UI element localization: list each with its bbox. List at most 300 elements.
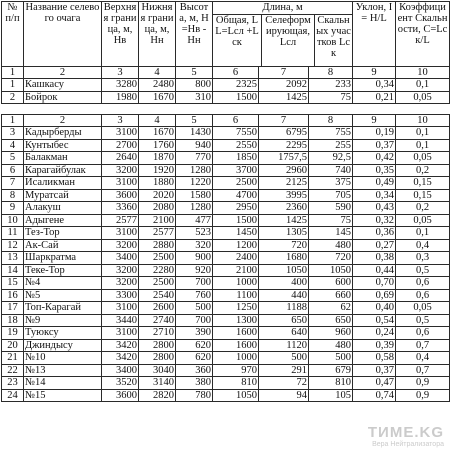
cell-name: Кашкасу bbox=[24, 79, 102, 92]
cell-up: 3300 bbox=[102, 289, 139, 302]
cell-c: 0,1 bbox=[396, 127, 450, 140]
empty-cell bbox=[309, 104, 353, 115]
cell-Lsk: 105 bbox=[309, 389, 353, 402]
empty-cell bbox=[176, 104, 213, 115]
cell-up: 3280 bbox=[102, 79, 139, 92]
cell-Lsk: 755 bbox=[309, 127, 353, 140]
cell-Lsk: 590 bbox=[309, 202, 353, 215]
cell-name: Тез-Тор bbox=[24, 227, 102, 240]
empty-cell bbox=[259, 104, 309, 115]
cell-L: 1000 bbox=[213, 352, 259, 365]
cell-L: 2500 bbox=[213, 177, 259, 190]
cell-Lsl: 440 bbox=[259, 289, 309, 302]
cell-up: 3200 bbox=[102, 277, 139, 290]
cell-Lsl: 720 bbox=[259, 239, 309, 252]
cell-i: 0,47 bbox=[353, 377, 396, 390]
cell-Lsl: 1050 bbox=[259, 264, 309, 277]
cell-L: 1100 bbox=[213, 289, 259, 302]
cell-name: Кадырберды bbox=[24, 127, 102, 140]
cell-Lsl: 640 bbox=[259, 327, 309, 340]
cell-up: 3420 bbox=[102, 352, 139, 365]
cell-h: 620 bbox=[176, 339, 213, 352]
cell-i: 0,54 bbox=[353, 314, 396, 327]
cell-name: Топ-Карагай bbox=[24, 302, 102, 315]
empty-cell bbox=[102, 104, 139, 115]
empty-cell bbox=[139, 104, 176, 115]
cell-Lsk: 960 bbox=[309, 327, 353, 340]
cell-low: 2480 bbox=[139, 79, 176, 92]
cell-Lsl: 2125 bbox=[259, 177, 309, 190]
cell-up: 3360 bbox=[102, 202, 139, 215]
table-row bbox=[2, 91, 450, 104]
cell-Lsk: 75 bbox=[309, 214, 353, 227]
table-row bbox=[2, 339, 450, 352]
empty-cell bbox=[213, 104, 259, 115]
cell-Lsk: 679 bbox=[309, 364, 353, 377]
cell-i: 0,39 bbox=[353, 339, 396, 352]
cell-c: 0,6 bbox=[396, 277, 450, 290]
cell-Lsk: 810 bbox=[309, 377, 353, 390]
cell-i: 0,36 bbox=[353, 227, 396, 240]
cell-h: 500 bbox=[176, 302, 213, 315]
cell-Lsl: 2960 bbox=[259, 164, 309, 177]
cell-Lsl: 2295 bbox=[259, 139, 309, 152]
cell-i: 0,42 bbox=[353, 152, 396, 165]
cell-low: 2020 bbox=[139, 189, 176, 202]
cell-Lsl: 400 bbox=[259, 277, 309, 290]
cell-i: 0,21 bbox=[353, 91, 396, 104]
cell-n: 12 bbox=[2, 239, 24, 252]
cell-h: 700 bbox=[176, 314, 213, 327]
cell-Lsk: 480 bbox=[309, 239, 353, 252]
cell-n: 11 bbox=[2, 227, 24, 240]
table-body bbox=[2, 79, 450, 402]
cell-i: 0,69 bbox=[353, 289, 396, 302]
cell-L: 4700 bbox=[213, 189, 259, 202]
header-height: Высота, м, Н=Нв - Нн bbox=[176, 2, 213, 67]
cell-L: 2400 bbox=[213, 252, 259, 265]
table-row bbox=[2, 364, 450, 377]
cell-c: 0,1 bbox=[396, 139, 450, 152]
table-row bbox=[2, 79, 450, 92]
cell-low: 2600 bbox=[139, 302, 176, 315]
cell-c: 0,1 bbox=[396, 227, 450, 240]
header-upper: Верхняя граница, м, Нв bbox=[102, 2, 139, 67]
cell-Lsl: 1680 bbox=[259, 252, 309, 265]
cell-low: 1880 bbox=[139, 177, 176, 190]
cell-L: 1300 bbox=[213, 314, 259, 327]
table-row bbox=[2, 377, 450, 390]
col-number: 5 bbox=[176, 115, 213, 127]
cell-Lsk: 233 bbox=[309, 79, 353, 92]
cell-name: Адыгене bbox=[24, 214, 102, 227]
col-number: 8 bbox=[309, 115, 353, 127]
cell-up: 3100 bbox=[102, 227, 139, 240]
header-mud: Селеформирующая, Lсл bbox=[262, 15, 315, 66]
cell-Lsl: 1305 bbox=[259, 227, 309, 240]
empty-cell bbox=[353, 104, 396, 115]
cell-c: 0,05 bbox=[396, 302, 450, 315]
cell-Lsk: 740 bbox=[309, 164, 353, 177]
cell-c: 0,7 bbox=[396, 364, 450, 377]
cell-n: 2 bbox=[2, 91, 24, 104]
cell-h: 940 bbox=[176, 139, 213, 152]
col-number: 3 bbox=[102, 115, 139, 127]
cell-Lsl: 2360 bbox=[259, 202, 309, 215]
empty-cell bbox=[2, 104, 24, 115]
cell-L: 1050 bbox=[213, 389, 259, 402]
cell-c: 0,6 bbox=[396, 289, 450, 302]
cell-name: №14 bbox=[24, 377, 102, 390]
cell-h: 1220 bbox=[176, 177, 213, 190]
cell-i: 0,43 bbox=[353, 202, 396, 215]
cell-c: 0,05 bbox=[396, 214, 450, 227]
cell-Lsk: 600 bbox=[309, 277, 353, 290]
table-row bbox=[2, 314, 450, 327]
cell-name: Джиндысу bbox=[24, 339, 102, 352]
cell-n: 19 bbox=[2, 327, 24, 340]
col-number: 2 bbox=[24, 67, 102, 79]
cell-up: 3420 bbox=[102, 339, 139, 352]
cell-Lsl: 650 bbox=[259, 314, 309, 327]
cell-low: 2100 bbox=[139, 214, 176, 227]
cell-up: 3600 bbox=[102, 389, 139, 402]
cell-Lsl: 72 bbox=[259, 377, 309, 390]
cell-c: 0,9 bbox=[396, 389, 450, 402]
cell-n: 18 bbox=[2, 314, 24, 327]
cell-low: 2080 bbox=[139, 202, 176, 215]
cell-name: №15 bbox=[24, 389, 102, 402]
cell-Lsk: 75 bbox=[309, 91, 353, 104]
cell-up: 3520 bbox=[102, 377, 139, 390]
header-length-group bbox=[213, 2, 353, 67]
cell-n: 6 bbox=[2, 164, 24, 177]
cell-i: 0,49 bbox=[353, 177, 396, 190]
cell-n: 13 bbox=[2, 252, 24, 265]
cell-name: Кунтыбес bbox=[24, 139, 102, 152]
cell-c: 0,5 bbox=[396, 264, 450, 277]
cell-up: 2577 bbox=[102, 214, 139, 227]
cell-h: 1280 bbox=[176, 202, 213, 215]
cell-low: 2740 bbox=[139, 314, 176, 327]
col-number: 8 bbox=[309, 67, 353, 79]
cell-c: 0,2 bbox=[396, 164, 450, 177]
cell-c: 0,2 bbox=[396, 202, 450, 215]
cell-up: 3100 bbox=[102, 302, 139, 315]
cell-L: 2325 bbox=[213, 79, 259, 92]
cell-up: 3200 bbox=[102, 164, 139, 177]
col-number: 7 bbox=[259, 67, 309, 79]
cell-h: 1580 bbox=[176, 189, 213, 202]
table-row bbox=[2, 252, 450, 265]
header-length-label: Длина, м bbox=[213, 2, 352, 15]
cell-Lsl: 1120 bbox=[259, 339, 309, 352]
cell-i: 0,37 bbox=[353, 364, 396, 377]
col-number: 2 bbox=[24, 115, 102, 127]
cell-c: 0,6 bbox=[396, 327, 450, 340]
watermark-tagline: Вера Нейтрализатора bbox=[372, 441, 444, 448]
cell-up: 3100 bbox=[102, 177, 139, 190]
cell-L: 2100 bbox=[213, 264, 259, 277]
cell-h: 1430 bbox=[176, 127, 213, 140]
cell-L: 1450 bbox=[213, 227, 259, 240]
col-number: 9 bbox=[353, 115, 396, 127]
cell-up: 2700 bbox=[102, 139, 139, 152]
cell-i: 0,40 bbox=[353, 302, 396, 315]
cell-Lsl: 1425 bbox=[259, 91, 309, 104]
cell-low: 1760 bbox=[139, 139, 176, 152]
table-gap-row bbox=[2, 104, 450, 115]
cell-n: 4 bbox=[2, 139, 24, 152]
cell-name: Теке-Тор bbox=[24, 264, 102, 277]
cell-i: 0,74 bbox=[353, 389, 396, 402]
cell-name: Муратсай bbox=[24, 189, 102, 202]
cell-low: 2710 bbox=[139, 327, 176, 340]
column-number-row bbox=[2, 115, 450, 127]
cell-c: 0,4 bbox=[396, 239, 450, 252]
cell-name: №9 bbox=[24, 314, 102, 327]
header-coef: Коэффициент Скальности, C=Lск/L bbox=[396, 2, 450, 67]
cell-i: 0,19 bbox=[353, 127, 396, 140]
cell-name: Карагайбулак bbox=[24, 164, 102, 177]
cell-low: 2500 bbox=[139, 252, 176, 265]
table-row bbox=[2, 352, 450, 365]
cell-up: 3400 bbox=[102, 252, 139, 265]
cell-name: Исаликман bbox=[24, 177, 102, 190]
cell-L: 1850 bbox=[213, 152, 259, 165]
cell-up: 3600 bbox=[102, 189, 139, 202]
cell-c: 0,05 bbox=[396, 152, 450, 165]
col-number: 4 bbox=[139, 115, 176, 127]
table-row bbox=[2, 202, 450, 215]
cell-low: 2577 bbox=[139, 227, 176, 240]
col-number: 6 bbox=[213, 67, 259, 79]
cell-L: 1600 bbox=[213, 327, 259, 340]
cell-c: 0,7 bbox=[396, 339, 450, 352]
header-slope: Уклон, I= H/L bbox=[353, 2, 396, 67]
cell-L: 970 bbox=[213, 364, 259, 377]
table-row bbox=[2, 127, 450, 140]
cell-h: 477 bbox=[176, 214, 213, 227]
cell-n: 3 bbox=[2, 127, 24, 140]
cell-n: 22 bbox=[2, 364, 24, 377]
table-row bbox=[2, 189, 450, 202]
cell-c: 0,1 bbox=[396, 79, 450, 92]
table-row bbox=[2, 327, 450, 340]
header-num: № п/п bbox=[2, 2, 24, 67]
cell-Lsk: 255 bbox=[309, 139, 353, 152]
col-number: 7 bbox=[259, 115, 309, 127]
col-number: 10 bbox=[396, 115, 450, 127]
cell-i: 0,35 bbox=[353, 164, 396, 177]
mudflow-table bbox=[1, 1, 450, 402]
header-lower: Нижняя граница, м, Нн bbox=[139, 2, 176, 67]
cell-low: 1870 bbox=[139, 152, 176, 165]
cell-Lsl: 1188 bbox=[259, 302, 309, 315]
cell-Lsk: 660 bbox=[309, 289, 353, 302]
cell-L: 810 bbox=[213, 377, 259, 390]
cell-Lsl: 6795 bbox=[259, 127, 309, 140]
cell-Lsk: 92,5 bbox=[309, 152, 353, 165]
table-row bbox=[2, 277, 450, 290]
cell-c: 0,05 bbox=[396, 91, 450, 104]
cell-up: 3200 bbox=[102, 239, 139, 252]
cell-n: 17 bbox=[2, 302, 24, 315]
table-row bbox=[2, 389, 450, 402]
cell-i: 0,38 bbox=[353, 252, 396, 265]
cell-up: 3100 bbox=[102, 127, 139, 140]
column-number-row bbox=[2, 67, 450, 79]
cell-low: 1670 bbox=[139, 91, 176, 104]
cell-n: 23 bbox=[2, 377, 24, 390]
cell-Lsk: 145 bbox=[309, 227, 353, 240]
table-row bbox=[2, 302, 450, 315]
cell-c: 0,15 bbox=[396, 189, 450, 202]
col-number: 3 bbox=[102, 67, 139, 79]
cell-low: 2800 bbox=[139, 339, 176, 352]
table-row bbox=[2, 264, 450, 277]
cell-h: 770 bbox=[176, 152, 213, 165]
cell-n: 16 bbox=[2, 289, 24, 302]
cell-c: 0,15 bbox=[396, 177, 450, 190]
cell-low: 2280 bbox=[139, 264, 176, 277]
cell-L: 2550 bbox=[213, 139, 259, 152]
table-row bbox=[2, 227, 450, 240]
cell-name: Туюксу bbox=[24, 327, 102, 340]
cell-Lsk: 720 bbox=[309, 252, 353, 265]
cell-h: 900 bbox=[176, 252, 213, 265]
cell-n: 5 bbox=[2, 152, 24, 165]
cell-n: 21 bbox=[2, 352, 24, 365]
cell-L: 1600 bbox=[213, 339, 259, 352]
cell-low: 2500 bbox=[139, 277, 176, 290]
empty-cell bbox=[24, 104, 102, 115]
cell-h: 800 bbox=[176, 79, 213, 92]
col-number: 10 bbox=[396, 67, 450, 79]
watermark-brand: ТИМЕ.KG bbox=[367, 424, 444, 441]
cell-n: 14 bbox=[2, 264, 24, 277]
cell-name: Ак-Сай bbox=[24, 239, 102, 252]
cell-h: 310 bbox=[176, 91, 213, 104]
cell-Lsk: 705 bbox=[309, 189, 353, 202]
cell-low: 2800 bbox=[139, 352, 176, 365]
cell-i: 0,44 bbox=[353, 264, 396, 277]
col-number: 9 bbox=[353, 67, 396, 79]
cell-n: 24 bbox=[2, 389, 24, 402]
table-row bbox=[2, 214, 450, 227]
cell-n: 10 bbox=[2, 214, 24, 227]
cell-i: 0,32 bbox=[353, 214, 396, 227]
col-number: 1 bbox=[2, 67, 24, 79]
cell-h: 360 bbox=[176, 364, 213, 377]
cell-low: 2540 bbox=[139, 289, 176, 302]
cell-name: №13 bbox=[24, 364, 102, 377]
cell-low: 2880 bbox=[139, 239, 176, 252]
cell-name: №10 bbox=[24, 352, 102, 365]
cell-h: 700 bbox=[176, 277, 213, 290]
cell-h: 390 bbox=[176, 327, 213, 340]
cell-h: 760 bbox=[176, 289, 213, 302]
cell-c: 0,3 bbox=[396, 252, 450, 265]
cell-L: 7550 bbox=[213, 127, 259, 140]
cell-low: 1920 bbox=[139, 164, 176, 177]
cell-h: 380 bbox=[176, 377, 213, 390]
col-number: 5 bbox=[176, 67, 213, 79]
table-row bbox=[2, 289, 450, 302]
table-row bbox=[2, 177, 450, 190]
cell-i: 0,34 bbox=[353, 189, 396, 202]
cell-Lsk: 500 bbox=[309, 352, 353, 365]
table-row bbox=[2, 164, 450, 177]
cell-h: 320 bbox=[176, 239, 213, 252]
cell-h: 920 bbox=[176, 264, 213, 277]
cell-up: 3200 bbox=[102, 264, 139, 277]
cell-L: 1500 bbox=[213, 214, 259, 227]
cell-L: 1000 bbox=[213, 277, 259, 290]
col-number: 4 bbox=[139, 67, 176, 79]
cell-n: 8 bbox=[2, 189, 24, 202]
cell-n: 1 bbox=[2, 79, 24, 92]
cell-name: Бойрок bbox=[24, 91, 102, 104]
cell-Lsl: 3995 bbox=[259, 189, 309, 202]
cell-low: 3040 bbox=[139, 364, 176, 377]
cell-n: 9 bbox=[2, 202, 24, 215]
cell-L: 1200 bbox=[213, 239, 259, 252]
cell-up: 1980 bbox=[102, 91, 139, 104]
cell-c: 0,4 bbox=[396, 352, 450, 365]
header-name: Название селевого очага bbox=[24, 2, 102, 67]
table-row bbox=[2, 239, 450, 252]
cell-h: 620 bbox=[176, 352, 213, 365]
cell-up: 3440 bbox=[102, 314, 139, 327]
cell-name: №5 bbox=[24, 289, 102, 302]
col-number: 6 bbox=[213, 115, 259, 127]
cell-i: 0,24 bbox=[353, 327, 396, 340]
cell-h: 780 bbox=[176, 389, 213, 402]
cell-Lsk: 480 bbox=[309, 339, 353, 352]
watermark-logo bbox=[368, 424, 444, 448]
header-total: Общая, L L=Lсл +Lск bbox=[213, 15, 262, 66]
header-rock: Скальных участков Lск bbox=[316, 15, 351, 59]
cell-up: 2640 bbox=[102, 152, 139, 165]
cell-i: 0,58 bbox=[353, 352, 396, 365]
cell-c: 0,9 bbox=[396, 377, 450, 390]
col-number: 1 bbox=[2, 115, 24, 127]
cell-Lsl: 1425 bbox=[259, 214, 309, 227]
cell-i: 0,34 bbox=[353, 79, 396, 92]
cell-low: 2820 bbox=[139, 389, 176, 402]
cell-Lsk: 375 bbox=[309, 177, 353, 190]
cell-i: 0,70 bbox=[353, 277, 396, 290]
cell-i: 0,27 bbox=[353, 239, 396, 252]
cell-c: 0,5 bbox=[396, 314, 450, 327]
cell-low: 3140 bbox=[139, 377, 176, 390]
cell-Lsl: 2092 bbox=[259, 79, 309, 92]
cell-n: 7 bbox=[2, 177, 24, 190]
cell-Lsk: 1050 bbox=[309, 264, 353, 277]
cell-name: Алакуш bbox=[24, 202, 102, 215]
cell-Lsk: 650 bbox=[309, 314, 353, 327]
table-row bbox=[2, 139, 450, 152]
cell-name: №4 bbox=[24, 277, 102, 290]
cell-name: Шаркратма bbox=[24, 252, 102, 265]
table-row bbox=[2, 152, 450, 165]
cell-name: Балакман bbox=[24, 152, 102, 165]
cell-h: 1280 bbox=[176, 164, 213, 177]
cell-L: 3700 bbox=[213, 164, 259, 177]
cell-Lsk: 62 bbox=[309, 302, 353, 315]
cell-Lsl: 500 bbox=[259, 352, 309, 365]
